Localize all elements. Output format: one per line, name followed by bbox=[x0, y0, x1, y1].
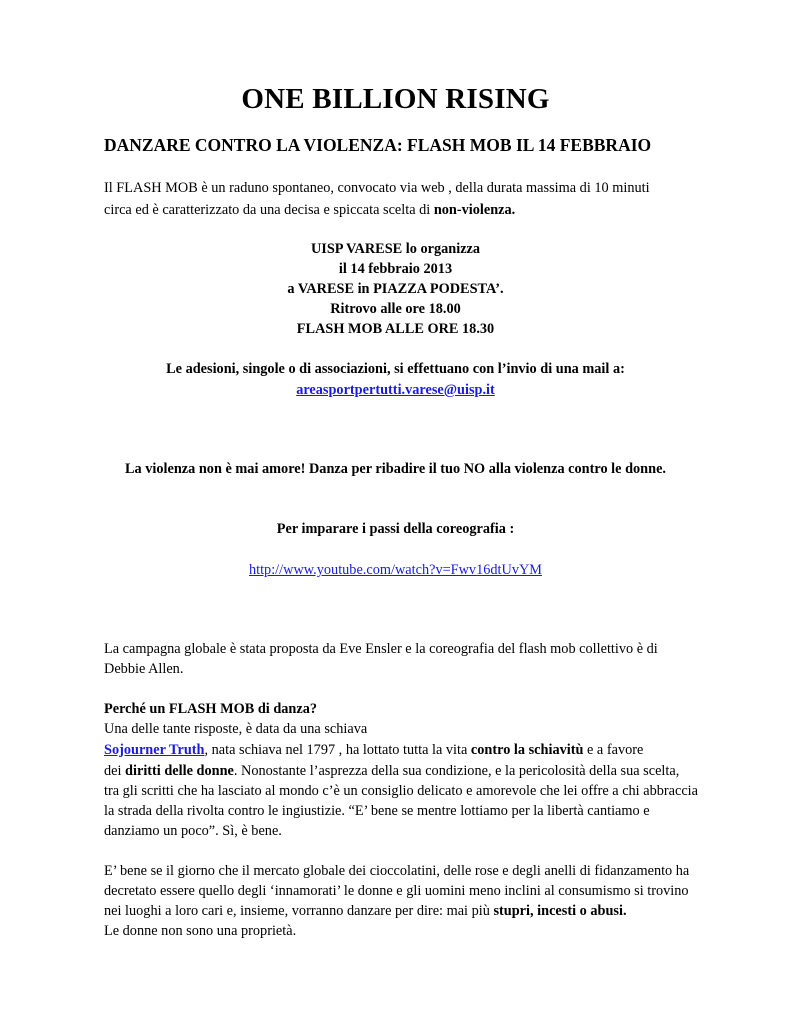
perche-line-1: Una delle tante risposte, è data da una schiava bbox=[104, 721, 368, 737]
email-row bbox=[0, 380, 791, 400]
adesioni-text: Le adesioni, singole o di associazioni, si effettuano con l’invio di una mail a: bbox=[166, 361, 625, 377]
perche-diritti: diritti delle donne bbox=[125, 763, 234, 779]
perche-line-4: tra gli scritti che ha lasciato al mondo c’è un consiglio delicato e amorevole che lei offre a chi abbraccia bbox=[104, 783, 698, 799]
perche-line-5: la strada della rivolta contro le ingiustizie. “E’ bene se mentre lottiamo per la libertà cantiamo e bbox=[104, 803, 650, 819]
intro-line-2-text: circa ed è caratterizzato da una decisa e spiccata scelta di bbox=[104, 202, 434, 218]
perche-heading: Perché un FLASH MOB di danza? bbox=[104, 701, 318, 717]
intro-line-1: Il FLASH MOB è un raduno spontaneo, convocato via web , della durata massima di 10 minuti bbox=[104, 180, 650, 196]
perche-line-2-text: , nata schiava nel 1797 , ha lottato tutta la vita bbox=[204, 742, 471, 758]
event-line-2: il 14 febbraio 2013 bbox=[338, 261, 453, 277]
perche-line-3 bbox=[104, 761, 679, 781]
perche-line-3-start: dei bbox=[104, 763, 126, 779]
finale-line-1: E’ bene se il giorno che il mercato globale dei cioccolatini, delle rose e degli anelli di fidanzamento ha bbox=[104, 863, 690, 879]
finale-line-3-text: nei luoghi a loro cari e, insieme, vorranno danzare per dire: mai più bbox=[104, 903, 494, 919]
event-line-3: a VARESE in PIAZZA PODESTA’. bbox=[287, 281, 504, 297]
youtube-row bbox=[0, 560, 791, 580]
perche-line-2 bbox=[104, 740, 643, 760]
campagna-line-1: La campagna globale è stata proposta da Eve Ensler e la coreografia del flash mob collettivo è di bbox=[104, 641, 658, 657]
event-line-1: UISP VARESE lo organizza bbox=[310, 241, 481, 257]
youtube-link[interactable]: http://www.youtube.com/watch?v=Fwv16dtUvYM bbox=[248, 562, 543, 578]
page-title: ONE BILLION RISING bbox=[241, 83, 550, 115]
finale-line-4: Le donne non sono una proprietà. bbox=[104, 923, 297, 939]
coreografia-label: Per imparare i passi della coreografia : bbox=[276, 521, 515, 537]
finale-stupri: stupri, incesti o abusi. bbox=[493, 903, 627, 919]
finale-line-2: decretato essere quello degli ‘innamorati’ le donne e gli uomini meno inclini al consumismo si trovino bbox=[104, 883, 689, 899]
event-line-5: FLASH MOB ALLE ORE 18.30 bbox=[296, 321, 495, 337]
intro-line-2 bbox=[104, 200, 515, 220]
campagna-line-2: Debbie Allen. bbox=[104, 661, 184, 677]
email-link[interactable]: areasportpertutti.varese@uisp.it bbox=[296, 382, 495, 398]
perche-line-6: danziamo un poco”. Sì, è bene. bbox=[104, 823, 282, 839]
slogan: La violenza non è mai amore! Danza per ribadire il tuo NO alla violenza contro le donne. bbox=[124, 461, 666, 477]
perche-schiavitu: contro la schiavitù bbox=[470, 742, 584, 758]
page-subtitle: DANZARE CONTRO LA VIOLENZA: FLASH MOB IL 14 FEBBRAIO bbox=[104, 135, 652, 155]
perche-line-2-end: e a favore bbox=[583, 742, 644, 758]
intro-nonviolenza: non-violenza. bbox=[433, 202, 516, 218]
sojourner-truth-link[interactable]: Sojourner Truth bbox=[104, 742, 205, 758]
perche-line-3-text: . Nonostante l’asprezza della sua condizione, e la pericolosità della sua scelta, bbox=[233, 763, 680, 779]
event-line-4: Ritrovo alle ore 18.00 bbox=[330, 301, 461, 317]
finale-line-3 bbox=[104, 901, 627, 921]
